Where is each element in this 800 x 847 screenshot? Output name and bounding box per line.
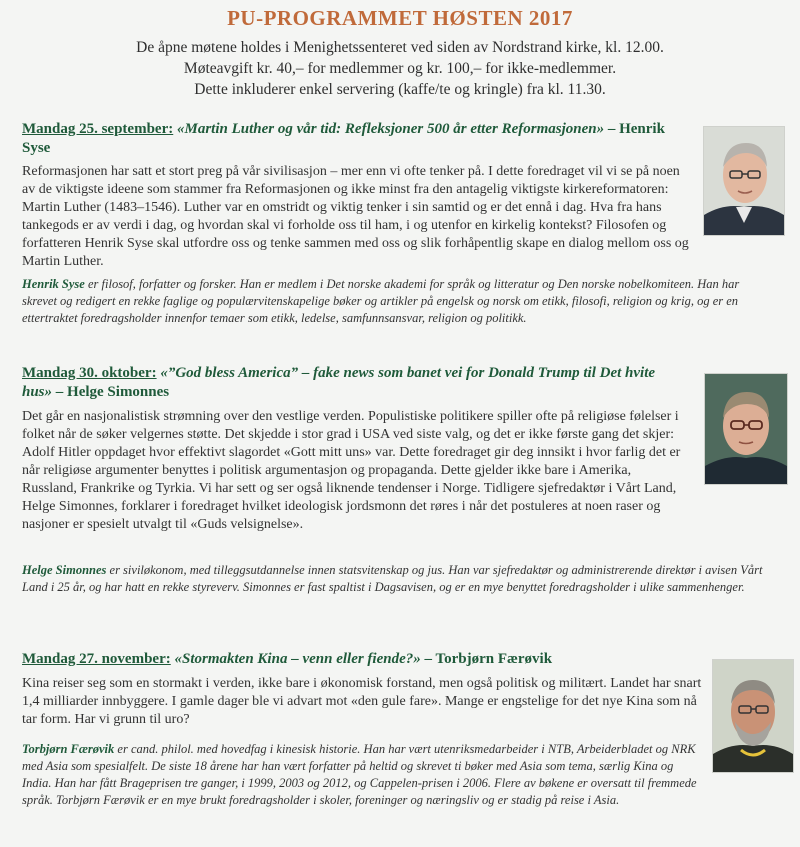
section-body-oktober: Det går en nasjonalistisk strømning over den vestlige verden. Populistiske politikere spiller ofte på religiøse følelser i folket når de søker velgernes støtte. Det skjedde i stor grad i USA ved siste valg, og det er ikke første gang det skjer: Adolf Hitler oppdaget hvor effektivt slagordet «Gott mitt uns» var. Dette foredraget gir deg innsikt i hvor farlig det er når religiøse argumenter benyttes i politisk argumentasjon og propaganda. Dette gjelder ikke bare i Amerika, Russland, Frankrike og Tyrkia. Vi har sett og ser også liknende tendenser i Norge. Tidligere sjefredaktør i Vårt Land, Helge Simonnes, forklarer i foredraget hvilket ideologisk jordsmonn det røres i når det postuleres at noen raser og nasjoner er spesielt utvalgt til «Guds velsignelse». [22, 409, 681, 532]
portrait-torbjorn-faerovik-icon [712, 659, 794, 773]
intro-line: De åpne møtene holdes i Menighetssenteret ved siden av Nordstrand kirke, kl. 12.00. [136, 39, 664, 56]
bio-text: er siviløkonom, med tilleggsutdannelse innen statsvitenskap og jus. Han var sjefredaktør og administrerende direktør i avisen Vårt Land i 25 år, og har hatt en rekke styreverv. Simonnes er fast spaltist i Dagsavisen, og er en mye benyttet foredragsholder i ulike sammenhenger. [22, 563, 763, 594]
section-bio-november [22, 741, 702, 809]
intro-line: Møteavgift kr. 40,– for medlemmer og kr. 100,– for ikke-medlemmer. [183, 60, 617, 77]
section-body-november: Kina reiser seg som en stormakt i verden, ikke bare i økonomisk forstand, men også politisk og militært. Landet har snart 1,4 milliarder innbyggere. I gamle dager ble vi advart mot «den gule fare». Mange er engstelige for det nye Kina som nå tar form. Har vi grunn til uro? [22, 676, 702, 727]
bio-text: er cand. philol. med hovedfag i kinesisk historie. Han har vært utenriksmedarbeider i NTB, Arbeiderbladet og NRK med Asia som spesialfelt. De siste 18 årene har han vært forfatter på heltid og skrevet ti bøker med Asia som tema, særlig Kina og India. Han har fått Brageprisen tre ganger, i 1999, 2003 og 2012, og Cappelen-prisen i 2006. Flere av bøkene er oversatt til fremmede språk. Torbjørn Færøvik er en mye brukt foredragsholder i skoler, foreninger og næringsliv og er stadig på reise i Asia. [22, 742, 697, 807]
section-topic: «”God bless America” – fake news som banet vei for Donald Trump til Det hvite hus» [22, 365, 656, 400]
page-title: PU-PROGRAMMET HØSTEN 2017 [227, 6, 573, 30]
intro-text [0, 37, 800, 100]
section-date: Mandag 25. september: [22, 121, 174, 137]
section-heading-oktober [22, 364, 682, 402]
section-heading-november [22, 650, 702, 669]
bio-name: Torbjørn Færøvik [22, 742, 115, 756]
section-speaker: – Helge Simonnes [55, 384, 170, 400]
section-heading-september [22, 120, 692, 158]
portrait-henrik-syse-icon [703, 126, 785, 236]
section-speaker: – Henrik Syse [22, 121, 665, 156]
section-date: Mandag 30. oktober: [22, 365, 157, 381]
section-bio-september [22, 276, 772, 327]
section-topic: «Stormakten Kina – venn eller fiende?» [174, 651, 421, 667]
bio-text: er filosof, forfatter og forsker. Han er medlem i Det norske akademi for språk og litteratur og Den norske nobelkomiteen. Han har skrevet og redigert en rekke faglige og populærvitenskapelige bøker og artikler på engelsk og norsk om etikk, filosofi, religion og krig, og er en ettertraktet foredragsholder innenfor temaer som etikk, ledelse, samfunnsansvar, religion og politikk. [22, 277, 740, 325]
bio-name: Helge Simonnes [22, 563, 107, 577]
section-bio-oktober [22, 562, 772, 596]
section-topic: «Martin Luther og vår tid: Refleksjoner 500 år etter Reformasjonen» [176, 121, 605, 137]
section-speaker: – Torbjørn Færøvik [424, 651, 553, 667]
bio-name: Henrik Syse [22, 277, 85, 291]
section-body-september: Reformasjonen har satt et stort preg på vår sivilisasjon – mer enn vi ofte tenker på. I dette foredraget vil vi se på noen av de viktigste ideene som stammer fra Reformasjonen og ikke minst fra den antagelig viktigste kirkereformatoren: Martin Luther (1483–1546). Luther var en omstridt og viktig tenker i sin samtid og er det ennå i dag. Hva fra hans tankegods er av verdi i dag, og hvordan skal vi forholde oss til ham, i og utenfor en kirkelig kontekst? Filosofen og forfatteren Henrik Syse skal utfordre oss og tenke sammen med oss og slik forhåpentlig skape en dialog mellom oss og Martin Luther. [22, 164, 689, 269]
intro-line: Dette inkluderer enkel servering (kaffe/te og kringle) fra kl. 11.30. [194, 81, 606, 98]
section-date: Mandag 27. november: [22, 651, 171, 667]
portrait-helge-simonnes-icon [704, 373, 788, 485]
